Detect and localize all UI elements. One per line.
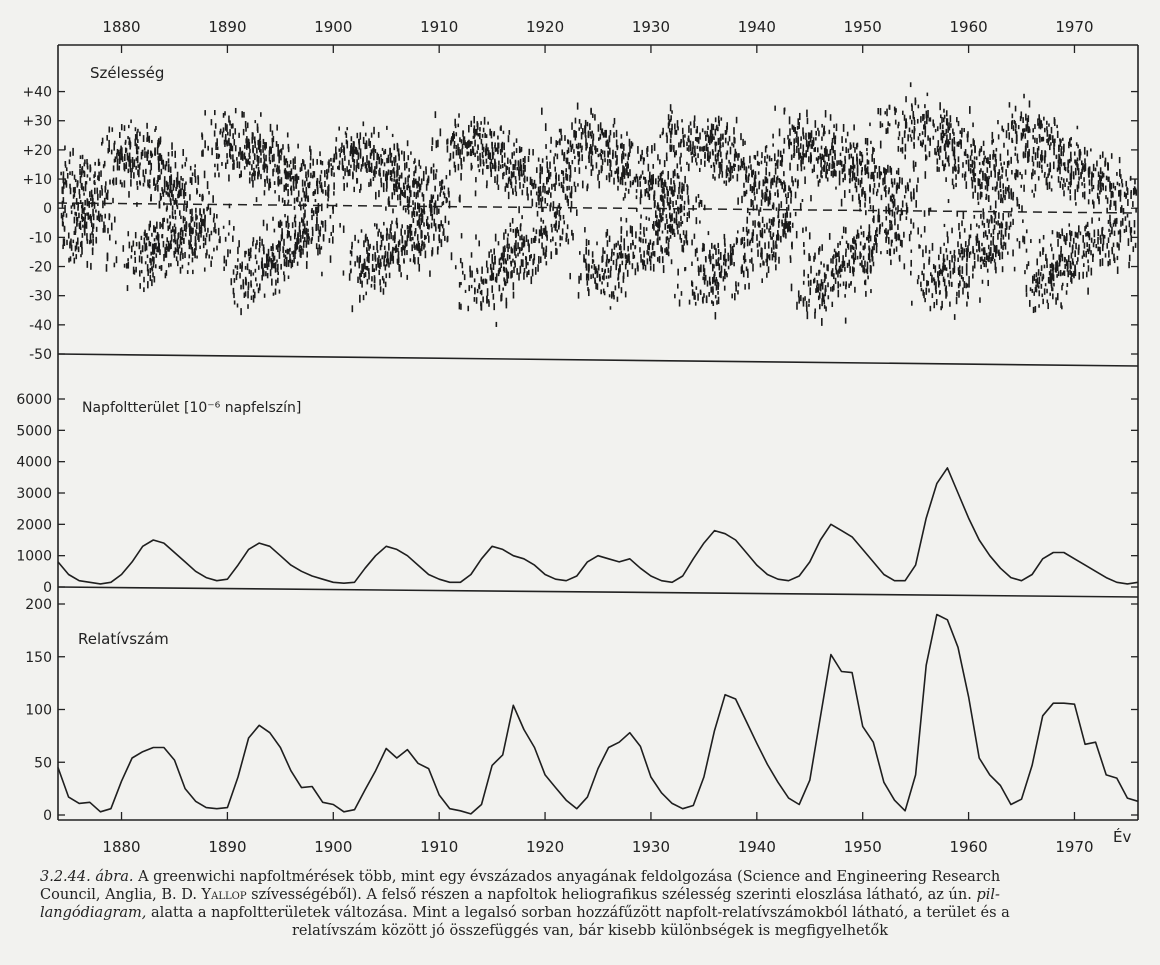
y-tick-label: +20 <box>22 142 52 159</box>
y-tick-label: 0 <box>43 808 52 824</box>
decade-label-bottom: 1900 <box>314 838 353 856</box>
y-tick-label: 1000 <box>16 548 52 565</box>
relative-series <box>58 615 1138 814</box>
butterfly-point <box>455 252 513 327</box>
decade-label-bottom: 1950 <box>843 838 882 856</box>
butterfly-point <box>61 145 91 223</box>
butterfly-point <box>541 103 610 178</box>
figure-caption <box>40 868 1140 940</box>
decade-label-top: 1880 <box>102 18 141 36</box>
y-tick-label: 0 <box>43 201 52 218</box>
butterfly-point <box>730 134 787 212</box>
butterfly-title: Szélesség <box>90 64 165 82</box>
y-tick-label: 5000 <box>16 423 52 440</box>
decade-label-top: 1940 <box>737 18 776 36</box>
axis-end-label: Év <box>1113 828 1132 846</box>
bottom-decade-labels <box>102 812 1093 856</box>
butterfly-point <box>60 148 114 223</box>
y-tick-label: 6000 <box>16 392 52 408</box>
caption-text-2b: szívességéből). A felső részen a napfoltok heliografikus szélesség szerinti eloszlása látható, az ún. <box>251 887 972 903</box>
y-tick-label: 2000 <box>16 517 52 534</box>
decade-label-bottom: 1960 <box>949 838 988 856</box>
y-tick-label: -30 <box>29 288 52 305</box>
y-tick-label: +10 <box>22 172 52 189</box>
y-tick-label: 0 <box>43 580 52 596</box>
caption-text-4: relatívszám között jó összefüggés van, bár kisebb különbségek is megfigyelhetők <box>291 923 889 939</box>
decade-label-bottom: 1890 <box>208 838 247 856</box>
decade-label-top: 1960 <box>949 18 988 36</box>
butterfly-point <box>570 114 629 188</box>
y-tick-label: 50 <box>34 755 52 772</box>
butterfly-point <box>910 245 970 320</box>
decade-label-bottom: 1910 <box>420 838 459 856</box>
caption-line-1 <box>40 868 1140 886</box>
caption-label: 3.2.44. ábra. <box>40 869 134 885</box>
butterfly-point <box>654 104 713 171</box>
caption-line-4 <box>40 922 1140 940</box>
butterfly-point <box>62 186 117 268</box>
decade-label-top: 1900 <box>314 18 353 36</box>
decade-label-top: 1930 <box>631 18 671 36</box>
relative-panel <box>25 597 1138 824</box>
butterfly-point <box>791 250 850 326</box>
caption-text-3: alatta a napfoltterületek változása. Mint a legalsó sorban hozzáfűzött napfolt-relatívszámokból látható, a terület és a <box>151 905 1010 921</box>
area-ticks <box>16 392 1138 596</box>
y-tick-label: -40 <box>29 317 52 334</box>
y-tick-label: -20 <box>29 259 52 276</box>
decade-label-top: 1950 <box>843 18 882 36</box>
butterfly-point <box>865 186 932 270</box>
decade-label-bottom: 1880 <box>102 838 141 856</box>
relative-line <box>58 615 1138 814</box>
butterfly-point <box>1032 228 1090 299</box>
butterfly-point <box>383 208 435 277</box>
y-tick-label: 100 <box>25 702 52 719</box>
butterfly-point <box>877 82 941 167</box>
butterfly-point <box>1059 138 1112 205</box>
caption-text-2a: Council, Anglia, B. D. <box>40 887 197 903</box>
relative-title: Relatívszám <box>78 630 169 648</box>
caption-line-2 <box>40 886 1140 904</box>
area-series <box>58 468 1138 584</box>
butterfly-point <box>152 205 217 274</box>
butterfly-point <box>569 240 624 309</box>
butterfly-point <box>94 124 148 187</box>
top-decade-labels <box>102 18 1093 53</box>
butterfly-marks <box>60 82 1137 327</box>
decade-label-bottom: 1920 <box>525 838 565 856</box>
area-line <box>58 468 1138 584</box>
y-tick-label: +30 <box>22 113 52 130</box>
area-panel <box>16 392 1138 596</box>
decade-label-bottom: 1930 <box>631 838 671 856</box>
y-tick-label: -10 <box>29 230 52 247</box>
equator-line <box>58 203 1138 213</box>
decade-label-top: 1920 <box>525 18 565 36</box>
decade-label-bottom: 1940 <box>737 838 776 856</box>
butterfly-point <box>288 199 344 269</box>
butterfly-point <box>648 195 701 256</box>
butterfly-point <box>860 155 919 225</box>
decade-label-top: 1890 <box>208 18 247 36</box>
caption-text-1: A greenwichi napfoltmérések több, mint egy évszázados anyagának feldolgozása (Science and Engineering Research <box>138 869 1001 885</box>
decade-label-top: 1910 <box>420 18 459 36</box>
y-tick-label: -50 <box>29 347 52 363</box>
caption-term-2: langódiagram, <box>40 905 147 921</box>
decade-label-top: 1970 <box>1055 18 1094 36</box>
y-tick-label: 3000 <box>16 486 52 502</box>
y-tick-label: 200 <box>25 597 52 613</box>
butterfly-point <box>1017 111 1070 185</box>
caption-term-1: pil- <box>976 887 1000 903</box>
butterfly-point <box>359 126 417 206</box>
y-tick-label: 4000 <box>16 454 52 471</box>
y-tick-label: 150 <box>25 649 52 666</box>
figure-frame <box>58 45 1138 820</box>
decade-label-bottom: 1970 <box>1055 838 1094 856</box>
butterfly-panel <box>22 64 1138 363</box>
caption-line-3 <box>40 904 1140 922</box>
caption-author: Yallop <box>201 887 247 903</box>
area-title: Napfoltterület [10⁻⁶ napfelszín] <box>82 400 302 416</box>
y-tick-label: +40 <box>22 84 52 101</box>
butterfly-point <box>1024 239 1074 313</box>
butterfly-point <box>106 224 182 292</box>
